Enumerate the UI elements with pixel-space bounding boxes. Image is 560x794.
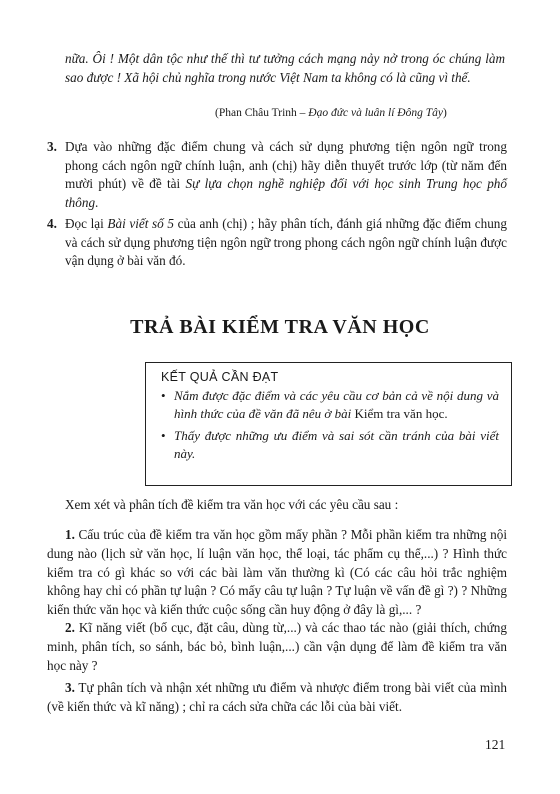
learning-outcomes-box [145,362,512,486]
section-heading: TRẢ BÀI KIỂM TRA VĂN HỌC [130,316,430,338]
quote-source [215,106,447,120]
exercise-text-end: của anh (chị) ; hãy phân tích, đánh giá những đặc điểm chung và cách sử dụng phương tiện ngôn ngữ trong phong cách ngôn ngữ chính luận được vận dụng ở bài văn đó. [65,216,507,268]
question-number: 1. [65,527,75,542]
outcome-item [161,427,499,463]
exercise-body [65,138,507,212]
intro-paragraph: Xem xét và phân tích đề kiểm tra văn học với các yêu cầu sau : [65,497,399,512]
exercise-text: Dựa vào những đặc điểm chung và cách sử dụng phương tiện ngôn ngữ trong phong cách ngôn ngữ chính luận, anh (chị) hãy diễn thuyết trước lớp (từ năm đến mười phút) về đề tài [65,139,507,191]
quote-block [65,50,505,87]
exercise-item-3 [47,138,507,212]
exercise-number: 4. [47,216,57,231]
exercise-topic: Sự lựa chọn nghề nghiệp đối với học sinh Trung học phổ thông [65,176,507,210]
question-2 [47,619,507,675]
exercise-text: Đọc lại [65,216,108,231]
exercise-essay-title: Bài viết số 5 [107,216,174,231]
source-author: (Phan Châu Trinh – [215,107,309,119]
exercise-item-4 [47,215,507,271]
question-text: Tự phân tích và nhận xét những ưu điểm và nhược điểm trong bài viết của mình (về kiến thức và kĩ năng) ; chỉ ra cách sửa chữa các lỗi của bài viết. [47,680,507,714]
exercise-number: 3. [47,139,57,154]
source-work: Đạo đức và luân lí Đông Tây [308,107,443,119]
outcome-text: Nắm được đặc điểm và các yêu cầu cơ bản cả về nội dung và hình thức của đề văn đã nêu ở bài [174,388,499,421]
question-3 [47,679,507,717]
question-1 [47,526,507,620]
exercise-body [65,215,507,271]
question-text: Cấu trúc của đề kiểm tra văn học gồm mấy phần ? Mỗi phần kiểm tra những nội dung nào (lịch sử văn học, lí luận văn học, thể loại, tác phẩm cụ thể,...) ? Hình thức kiểm tra có gì khác so với các bài làm văn thường kì (Có các câu hỏi trắc nghiệm không hay chỉ có phần tự luận ? Có mấy câu tự luận ? Tự luận về vấn đề gì ?) ? Những kiến thức văn học và kiến thức cuộc sống cần huy động ở đây là gì,... ? [47,527,507,618]
outcome-lesson-name: Kiểm tra văn học. [354,406,448,421]
outcome-text: Thấy được những ưu điểm và sai sót cần tránh của bài viết này. [174,428,499,461]
quote-text: nữa. Ôi ! Một dân tộc như thế thì tư tưởng cách mạng nảy nở trong óc chúng làm sao được ! Xã hội chủ nghĩa trong nước Việt Nam ta không có là cũng vì thế. [65,51,505,85]
outcomes-title: KẾT QUẢ CẦN ĐẠT [161,370,279,384]
question-text: Kĩ năng viết (bố cục, đặt câu, dùng từ,...) và các thao tác nào (giải thích, chứng minh, phân tích, so sánh, bác bỏ, bình luận,...) cần vận dụng để làm đề kiểm tra văn học này ? [47,620,507,673]
page-number: 121 [485,737,506,752]
question-number: 2. [65,620,75,635]
question-number: 3. [65,680,75,695]
bullet-icon: • [161,428,166,443]
bullet-icon: • [161,388,166,403]
source-close: ) [442,107,447,119]
outcome-item [161,387,499,423]
exercise-text-end: . [95,194,99,210]
